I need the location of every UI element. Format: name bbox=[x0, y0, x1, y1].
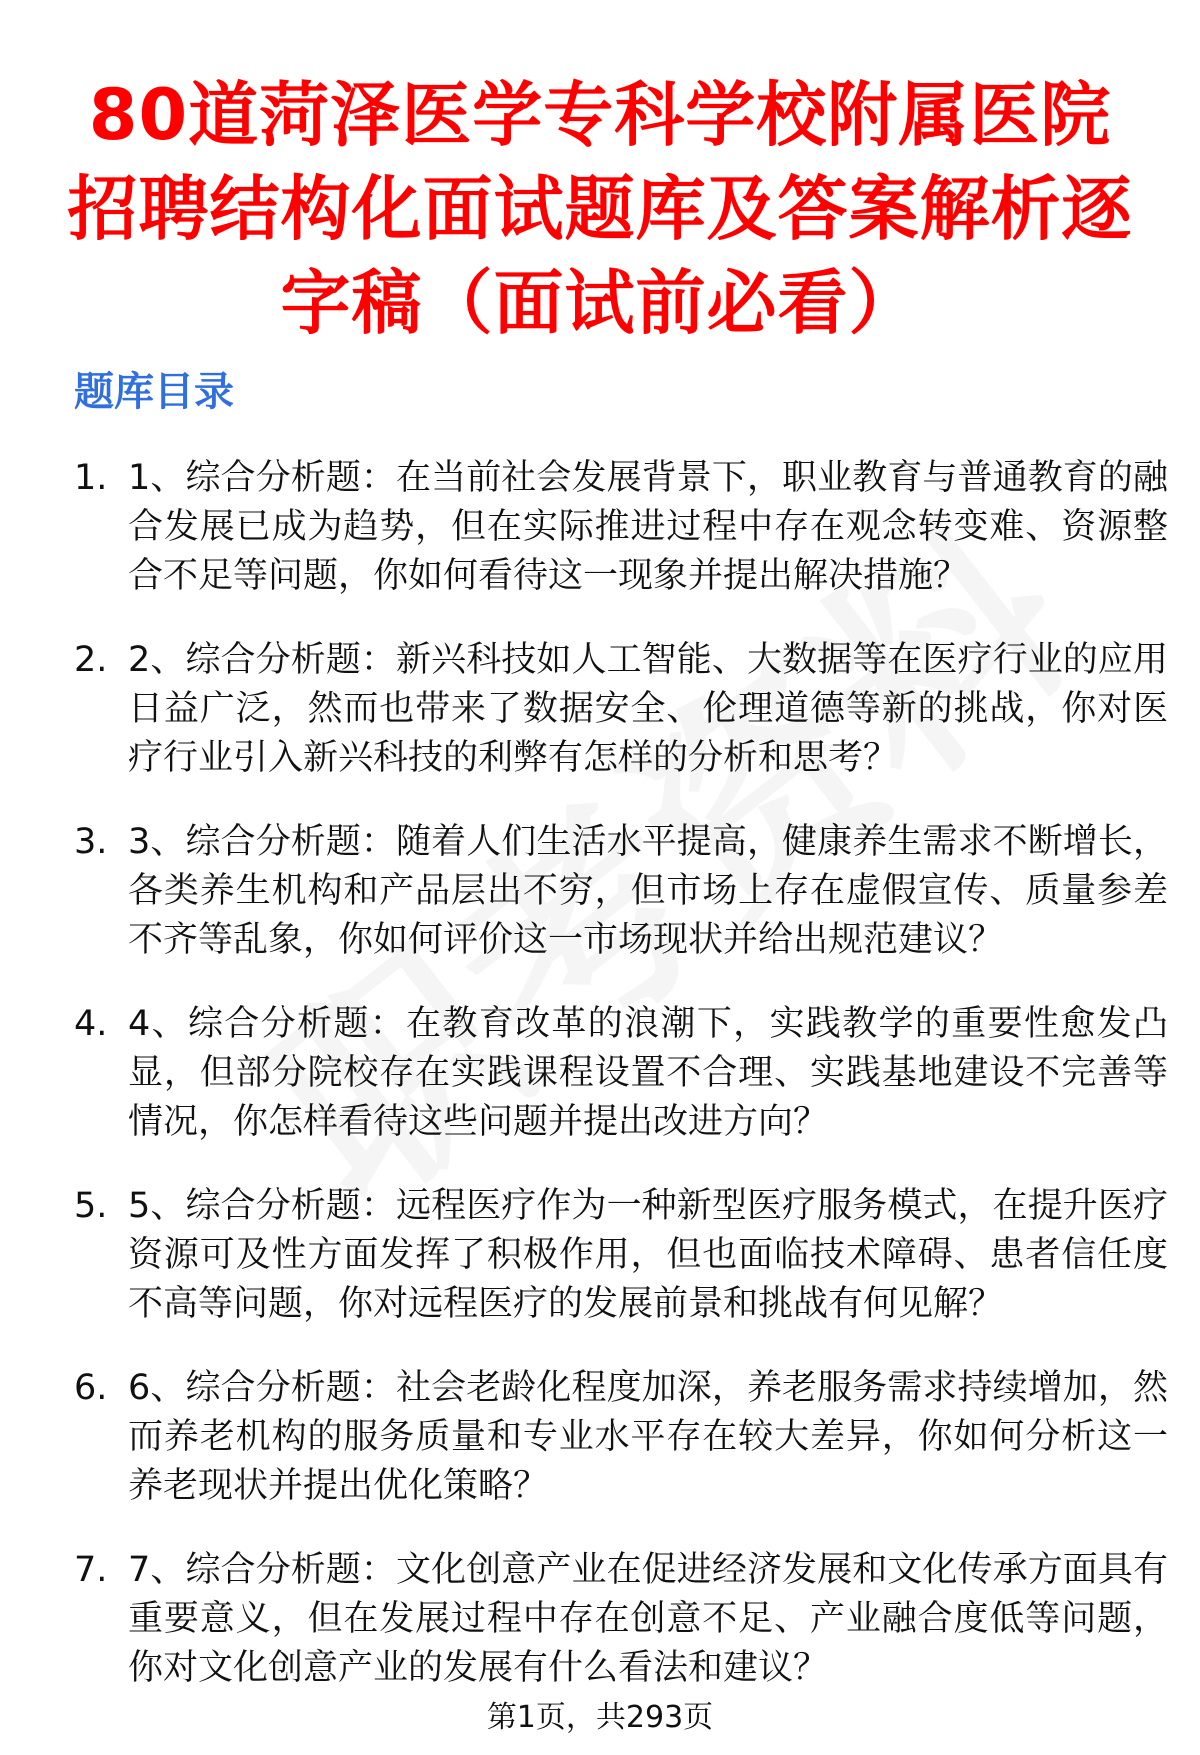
list-item bbox=[0, 818, 1200, 1000]
item-number: 4. bbox=[74, 1004, 108, 1044]
item-text: 1、综合分析题：在当前社会发展背景下，职业教育与普通教育的融合发展已成为趋势，但在实际推进过程中存在观念转变难、资源整合不足等问题，你如何看待这一现象并提出解决措施？ bbox=[128, 458, 1168, 596]
document-title: 80道菏泽医学专科学校附属医院招聘结构化面试题库及答案解析逐字稿（面试前必看） bbox=[67, 74, 1133, 344]
item-text: 6、综合分析题：社会老龄化程度加深，养老服务需求持续增加，然而养老机构的服务质量和专业水平存在较大差异，你如何分析这一养老现状并提出优化策略？ bbox=[128, 1368, 1168, 1506]
item-text: 2、综合分析题：新兴科技如人工智能、大数据等在医疗行业的应用日益广泛，然而也带来了数据安全、伦理道德等新的挑战，你对医疗行业引入新兴科技的利弊有怎样的分析和思考？ bbox=[128, 640, 1168, 778]
list-item bbox=[0, 1182, 1200, 1364]
item-number: 2. bbox=[74, 640, 108, 680]
item-number: 5. bbox=[74, 1186, 108, 1226]
item-number: 6. bbox=[74, 1368, 108, 1408]
item-number: 1. bbox=[74, 458, 108, 498]
toc-heading: 题库目录 bbox=[74, 369, 234, 415]
item-number: 3. bbox=[74, 822, 108, 862]
list-item bbox=[0, 636, 1200, 818]
item-number: 7. bbox=[74, 1550, 108, 1590]
page-footer: 第1页，共293页 bbox=[486, 1700, 714, 1735]
item-text: 4、综合分析题：在教育改革的浪潮下，实践教学的重要性愈发凸显，但部分院校存在实践课程设置不合理、实践基地建设不完善等情况，你怎样看待这些问题并提出改进方向？ bbox=[128, 1004, 1168, 1142]
item-text: 3、综合分析题：随着人们生活水平提高，健康养生需求不断增长，各类养生机构和产品层出不穷，但市场上存在虚假宣传、质量参差不齐等乱象，你如何评价这一市场现状并给出规范建议？ bbox=[128, 822, 1168, 960]
item-text: 5、综合分析题：远程医疗作为一种新型医疗服务模式，在提升医疗资源可及性方面发挥了积极作用，但也面临技术障碍、患者信任度不高等问题，你对远程医疗的发展前景和挑战有何见解？ bbox=[128, 1186, 1168, 1324]
toc-list bbox=[0, 454, 1200, 1728]
list-item bbox=[0, 454, 1200, 636]
list-item bbox=[0, 1364, 1200, 1546]
list-item bbox=[0, 1000, 1200, 1182]
item-text: 7、综合分析题：文化创意产业在促进经济发展和文化传承方面具有重要意义，但在发展过程中存在创意不足、产业融合度低等问题，你对文化创意产业的发展有什么看法和建议？ bbox=[128, 1550, 1168, 1688]
